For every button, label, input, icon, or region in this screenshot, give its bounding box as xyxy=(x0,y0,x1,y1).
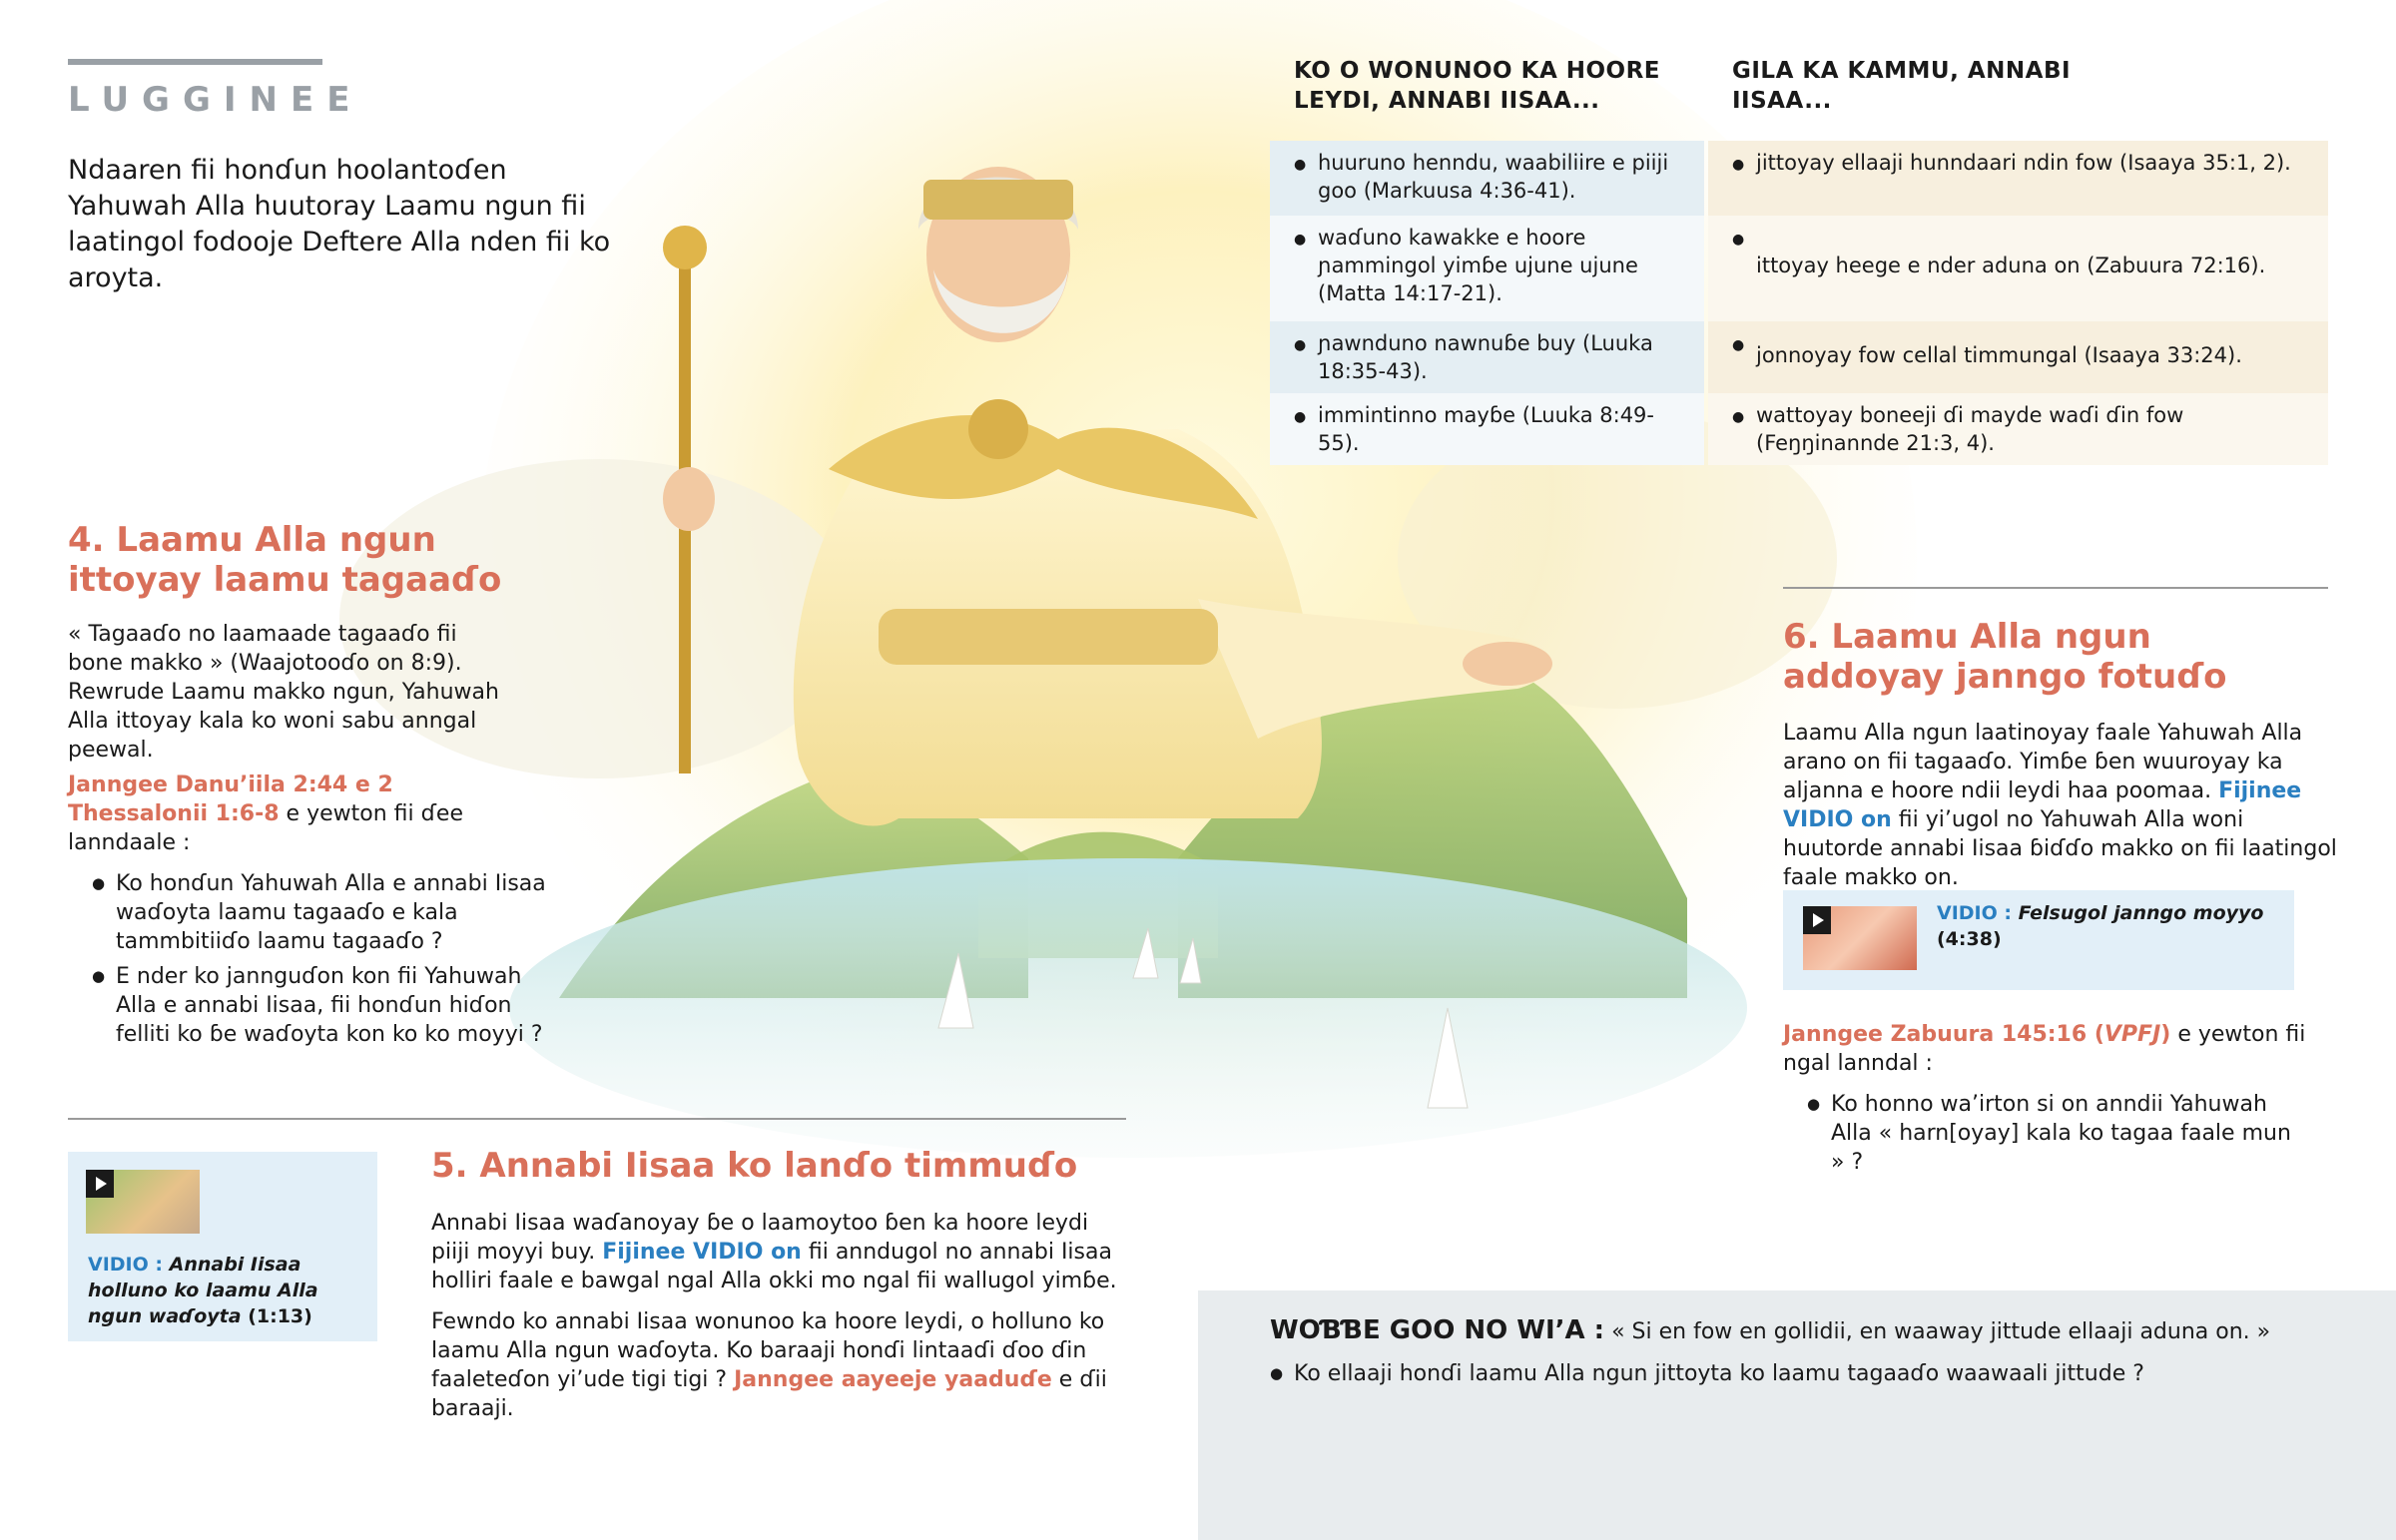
text-run: Annabi Iisaa waɗanoyay ɓe o laamoytoo ɓen ka hoore leydi piiji moyyi buy. xyxy=(431,1211,1089,1265)
text-run: Janngee Zabuura 145:16 ( xyxy=(1783,1022,2104,1047)
footer-title: WOƁƁE GOO NO WI’A : xyxy=(1270,1315,1605,1345)
text-run: fii yi’ugol no Yahuwah Alla woni huutorde annabi Iisaa ɓiɗɗo makko on fii laatingol faale makko on. xyxy=(1783,807,2337,890)
video-duration: (4:38) xyxy=(1937,928,2002,950)
section4-questions xyxy=(92,869,561,1049)
section4-quote: « Tagaaɗo no laamaade tagaaɗo fii bone makko » (Waajotooɗo on 8:9). Rewrude Laamu makko ngun, Yahuwah Alla ittoyay kala ko woni sabu anngal peewal. xyxy=(68,622,499,763)
section5-heading: 5. Annabi Iisaa ko lanɗo timmuɗo xyxy=(431,1146,1078,1186)
section5-paragraph-1 xyxy=(431,1209,1130,1295)
table-cell-left: ● huuruno henndu, waabiliire e piiji goo (Markuusa 4:36-41). xyxy=(1270,141,1704,216)
table-cell-right: ● jonnoyay fow cellal timmungal (Isaaya 33:24). xyxy=(1708,321,2328,393)
question-item: ● Ko ellaaji honɗi laamu Alla ngun jittoyta ko laamu tagaaɗo waawaali jittude ? xyxy=(1270,1359,2348,1388)
scepter-orb xyxy=(663,226,707,269)
hand-holding-scepter xyxy=(663,467,715,531)
video-title: Felsugol janngo moyyo xyxy=(2018,902,2264,924)
section5-paragraph-2 xyxy=(431,1307,1130,1423)
sash xyxy=(879,609,1218,665)
table-cell-right: ● jittoyay ellaaji hunndaari ndin fow (Isaaya 35:1, 2). xyxy=(1708,141,2328,216)
table-cell-right: ● wattoyay boneeji ɗi mayde waɗi ɗin fow (Feŋŋinannde 21:3, 4). xyxy=(1708,393,2328,465)
section5-video-card[interactable] xyxy=(68,1152,377,1341)
video-thumbnail[interactable] xyxy=(86,1170,200,1234)
hand xyxy=(1463,642,1552,686)
bible-version: VPFJ xyxy=(2103,1022,2161,1047)
table-col1-header: KO O WONUNOO KA HOORE LEYDI, ANNABI IISAA... xyxy=(1294,58,1661,114)
table-cell-right: ● ittoyay heege e nder aduna on (Zabuura 72:16). xyxy=(1708,216,2328,321)
text-run: e yewton fii ngal lanndal : xyxy=(1783,1022,2306,1076)
question-item: ● Ko honno wa’irton si on anndii Yahuwah Alla « harn[oyay] kala ko tagaa faale mun » ? xyxy=(1807,1090,2306,1177)
brooch xyxy=(968,399,1028,459)
section6-scripture-link[interactable] xyxy=(1783,1022,2170,1047)
play-icon[interactable] xyxy=(86,1170,114,1198)
section4-heading: 4. Laamu Alla ngun ittoyay laamu tagaaɗo xyxy=(68,520,502,600)
video-duration: (1:13) xyxy=(248,1305,312,1327)
table-cell-left: ● immintinno mayɓe (Luuka 8:49-55). xyxy=(1270,393,1704,465)
play-icon[interactable] xyxy=(1803,906,1831,934)
text-run: ) xyxy=(2160,1022,2171,1047)
crown xyxy=(923,180,1073,220)
section-label: LUGGINEE xyxy=(68,80,363,120)
video-label: VIDIO : xyxy=(1937,902,2012,924)
section6-heading: 6. Laamu Alla ngun addoyay janngo fotuɗo xyxy=(1783,617,2227,697)
footer-heading-line xyxy=(1270,1315,2348,1347)
text-run: Fewndo ko annabi Iisaa wonunoo ka hoore leydi, o holluno ko laamu Alla ngun waɗoyta. Ko baraaji honɗi lintaaɗi ɗoo ɗin faaleteɗon yi’ude tigi tigi ? xyxy=(431,1309,1105,1392)
footer-quote: « Si en fow en gollidii, en waaway jittude ellaaji aduna on. » xyxy=(1604,1319,2271,1344)
section4-read xyxy=(68,770,507,857)
section5-divider xyxy=(68,1118,1126,1120)
section6-text xyxy=(1783,719,2342,892)
video-title: Annabi Iisaa holluno ko laamu Alla ngun waɗoyta xyxy=(88,1254,318,1327)
read-verses-link[interactable]: Janngee aayeeje yaaduɗe xyxy=(734,1367,1052,1392)
section6-divider xyxy=(1783,587,2328,589)
intro-text: Ndaaren fii honɗun hoolantoɗen Yahuwah Alla huutoray Laamu ngun fii laatingol fodooje Deftere Alla nden fii ko aroyta. xyxy=(68,155,611,293)
table-cell-left: ● waɗuno kawakke e hoore ɲammingol yimɓe ujune ujune (Matta 14:17-21). xyxy=(1270,216,1704,321)
text-run: fii anndugol no annabi Iisaa holliri faale e bawgal ngal Alla okki mo ngal fii wallugol yimɓe. xyxy=(431,1240,1117,1293)
watch-video-link[interactable]: Fijinee VIDIO on xyxy=(602,1240,802,1265)
section5-text xyxy=(431,1209,1130,1423)
table-cell-left: ● ɲawnduno nawnuɓe buy (Luuka 18:35-43). xyxy=(1270,321,1704,393)
text-run: e ɗii baraaji. xyxy=(431,1367,1107,1421)
video-thumbnail[interactable] xyxy=(1803,906,1917,970)
question-item: ● Ko honɗun Yahuwah Alla e annabi Iisaa waɗoyta laamu tagaaɗo e kala tammbitiiɗo laamu tagaaɗo ? xyxy=(92,869,561,956)
table-col2-header: GILA KA KAMMU, ANNABI IISAA... xyxy=(1732,58,2072,114)
video-label: VIDIO : xyxy=(88,1254,163,1276)
footer-questions xyxy=(1270,1359,2348,1388)
question-item: ● E nder ko jannguɗon kon fii Yahuwah Alla e annabi Iisaa, fii honɗun hiɗon felliti ko ɓe waɗoyta kon ko ko moyyi ? xyxy=(92,962,561,1049)
section4-scripture-link[interactable]: Janngee Danu’iila 2:44 e 2 Thessalonii 1:6-8 xyxy=(68,772,393,826)
watch-video-link[interactable]: Fijinee VIDIO on xyxy=(1783,778,2302,832)
footer-content xyxy=(1270,1315,2348,1394)
section6-video-card[interactable] xyxy=(1783,890,2294,990)
video-caption xyxy=(88,1252,357,1329)
video-caption xyxy=(1937,900,2286,952)
header-rule xyxy=(68,59,322,65)
section4-text xyxy=(68,620,546,1055)
section6-read xyxy=(1783,1020,2342,1183)
section6-questions xyxy=(1807,1090,2306,1177)
lake xyxy=(509,858,1747,1158)
text-run: Laamu Alla ngun laatinoyay faale Yahuwah Alla arano on fii tagaaɗo. Yimɓe ɓen wuuroyay ka aljanna e hoore ndii leydi haa poomaa. xyxy=(1783,721,2303,803)
section4-read-rest: e yewton fii ɗee lanndaale : xyxy=(68,801,463,855)
